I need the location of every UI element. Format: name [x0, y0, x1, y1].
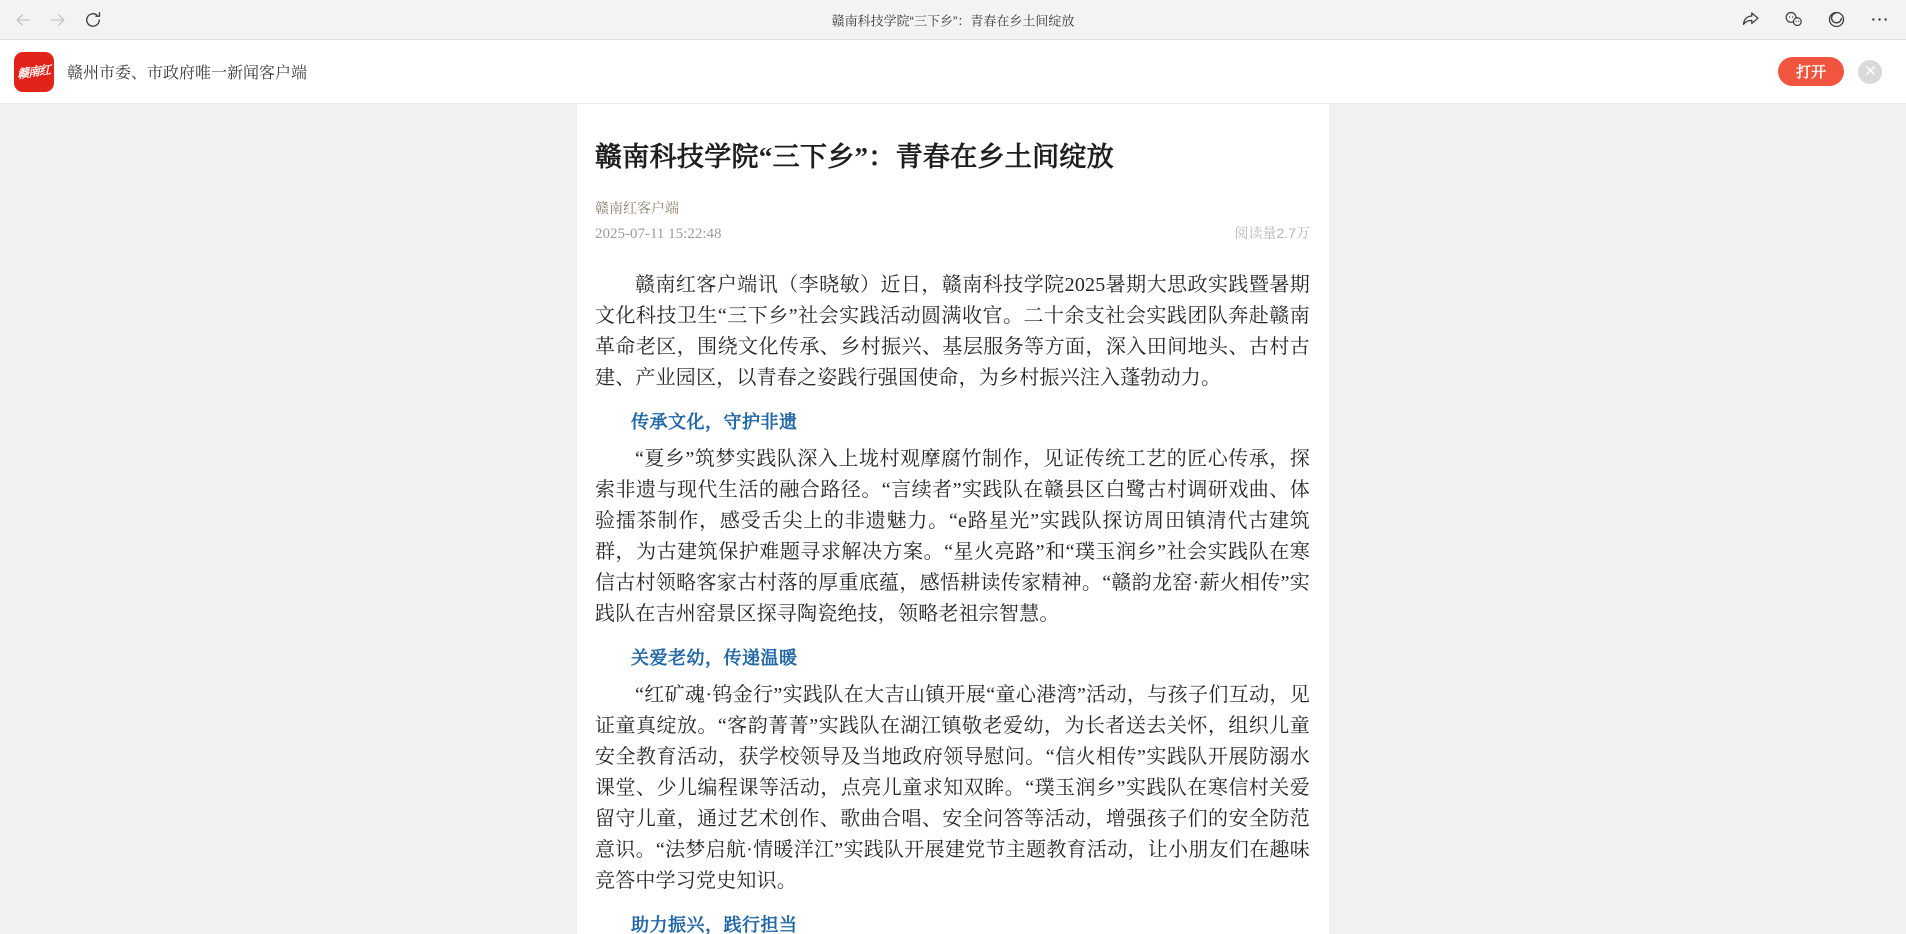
article-read-count: 阅读量2.7万 [1234, 225, 1310, 241]
close-banner-button[interactable] [1858, 60, 1882, 84]
app-logo [14, 52, 54, 92]
article-meta [595, 200, 1310, 243]
share-button[interactable] [1737, 7, 1763, 33]
topbar-actions [1737, 7, 1892, 33]
reload-icon [83, 10, 103, 30]
app-tagline: 赣州市委、市政府唯一新闻客户端 [67, 65, 308, 82]
more-icon [1869, 9, 1890, 30]
article-title: 赣南科技学院“三下乡”：青春在乡土间绽放 [595, 142, 1114, 172]
browser-topbar [0, 0, 1906, 40]
share-icon [1740, 9, 1761, 30]
article-subheading: 助力振兴，践行担当 [631, 915, 798, 934]
forward-icon [48, 10, 68, 30]
article-source: 赣南红客户端 [595, 200, 679, 216]
more-menu-button[interactable] [1866, 7, 1892, 33]
article-date: 2025-07-11 15:22:48 [595, 226, 722, 242]
back-button[interactable] [10, 7, 36, 33]
open-app-button[interactable]: 打开 [1778, 57, 1844, 86]
close-icon [1865, 64, 1876, 79]
chat-button[interactable] [1780, 7, 1806, 33]
article-subheading: 关爱老幼，传递温暖 [631, 648, 798, 668]
page-background [0, 104, 1906, 934]
forward-button[interactable] [45, 7, 71, 33]
article-paragraph: “红矿魂·钨金行”实践队在大吉山镇开展“童心港湾”活动，与孩子们互动，见证童真绽放。“客韵菁菁”实践队在湖江镇敬老爱幼，为长者送去关怀，组织儿童安全教育活动，获学校领导及当地政府领导慰问。“信火相传”实践队开展防溺水课堂、少儿编程课等活动，点亮儿童求知双眸。“璞玉润乡”实践队在寒信村关爱留守儿童，通过艺术创作、歌曲合唱、安全问答等活动，增强孩子们的安全防范意识。“法梦启航·情暖洋江”实践队开展建党节主题教育活动，让小朋友们在趣味竞答中学习党史知识。 [595, 684, 1310, 892]
browser-icon [1826, 9, 1847, 30]
back-icon [13, 10, 33, 30]
article-paragraph: 赣南红客户端讯（李晓敏）近日，赣南科技学院2025暑期大思政实践暨暑期文化科技卫生“三下乡”社会实践活动圆满收官。二十余支社会实践团队奔赴赣南革命老区，围绕文化传承、乡村振兴、基层服务等方面，深入田间地头、古村古建、产业园区，以青春之姿践行强国使命，为乡村振兴注入蓬勃动力。 [595, 274, 1310, 389]
app-banner [0, 40, 1906, 104]
open-in-browser-button[interactable] [1823, 7, 1849, 33]
app-logo-text: 赣南红 [17, 62, 51, 82]
navigation-controls [10, 7, 106, 33]
article-paragraph: “夏乡”筑梦实践队深入上垅村观摩腐竹制作，见证传统工艺的匠心传承，探索非遗与现代生活的融合路径。“言续者”实践队在赣县区白鹭古村调研戏曲、体验擂茶制作，感受舌尖上的非遗魅力。“e路星光”实践队探访周田镇清代古建筑群，为古建筑保护难题寻求解决方案。“星火亮路”和“璞玉润乡”社会实践队在寒信古村领略客家古村落的厚重底蕴，感悟耕读传家精神。“赣韵龙窑·薪火相传”实践队在吉州窑景区探寻陶瓷绝技，领略老祖宗智慧。 [595, 448, 1310, 625]
page-title: 赣南科技学院“三下乡”：青春在乡土间绽放 [831, 13, 1075, 28]
article-body [595, 270, 1310, 934]
reload-button[interactable] [80, 7, 106, 33]
article-panel [577, 104, 1329, 934]
chat-bubbles-icon [1783, 9, 1804, 30]
article-subheading: 传承文化，守护非遗 [631, 412, 798, 432]
